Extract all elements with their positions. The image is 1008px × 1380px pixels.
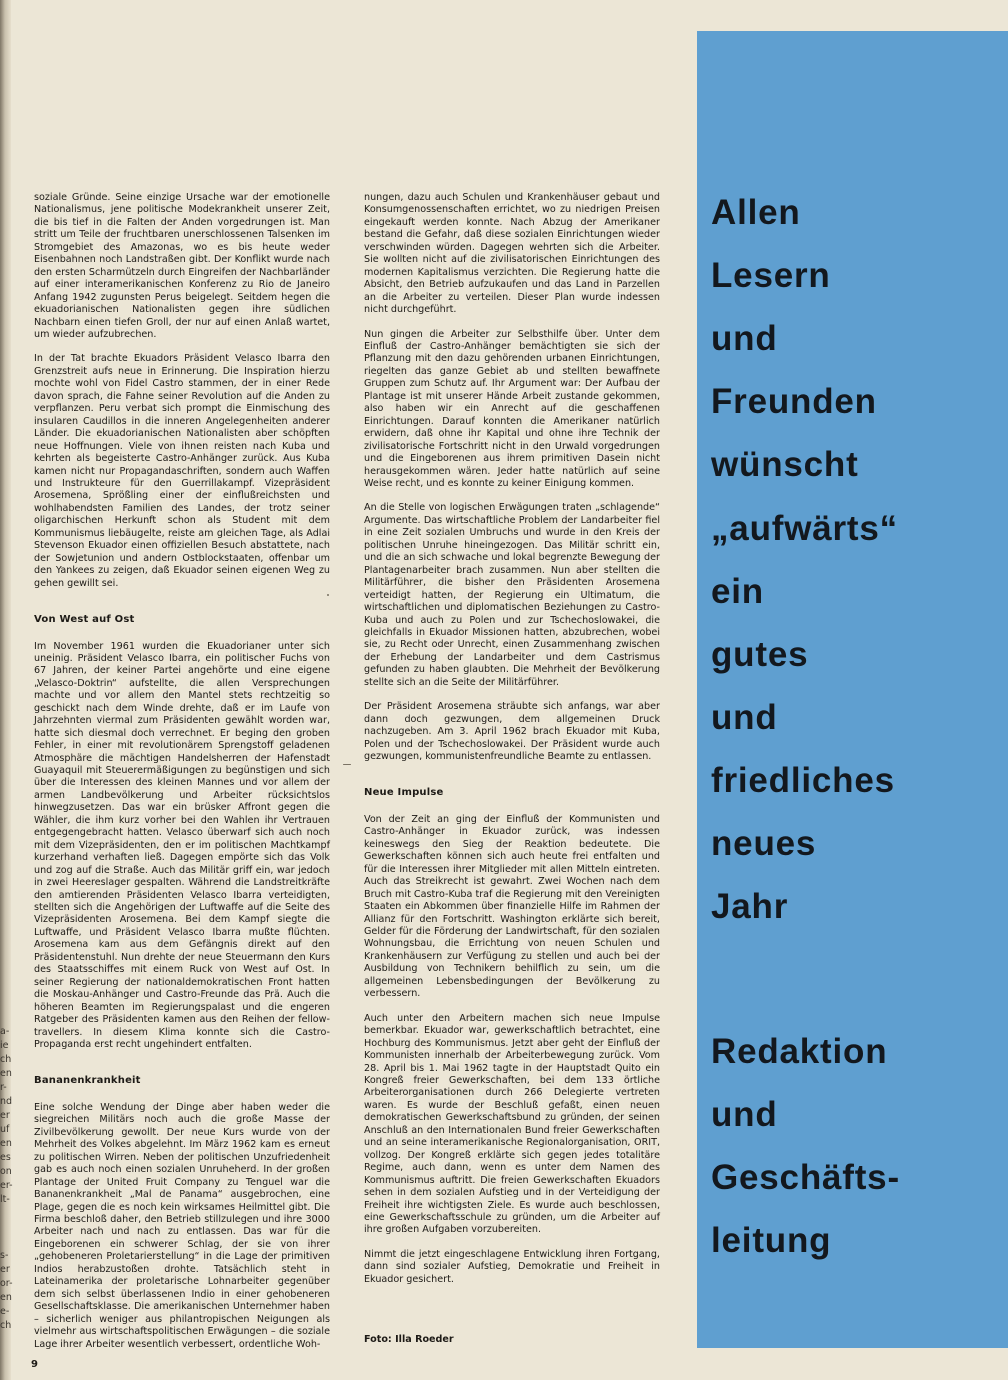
fragment: en (0, 1068, 12, 1079)
fragment: uf (0, 1124, 10, 1135)
fragment (0, 1207, 9, 1221)
body-paragraph: Von der Zeit an ging der Einfluß der Kommunisten und Castro-Anhänger in Ekuador zurück, was indessen keineswegs den Sieg der Reaktion bedeutete. Die Gewerkschaften können sich auch heute frei entfalten und für die Interessen ihrer Mitglieder mit allen Mitteln eintreten. Auch das Streikrecht ist gewahrt. Zwei Wochen nach dem Bruch mit Castro-Kuba traf die Regierung mit den Vereinigten Staaten ein Abkommen über finanzielle Hilfe im Rahmen der Allianz für den Fortschritt. Washington erklärte sich bereit, Gelder für die Förderung der Landwirtschaft, für den sozialen Wohnungsbau, die Errichtung von neuen Schulen und Krankenhäusern zur Verfügung zu stellen und auch bei der Ausbildung von Technikern behilflich zu sein, um die allgemeinen Lebensbedingungen der Bevölkerung zu verbessern. (364, 813, 660, 1000)
article-column-middle (364, 192, 660, 1298)
greeting-word: Redaktion (711, 1032, 888, 1071)
body-paragraph: Auch unter den Arbeitern machen sich neue Impulse bemerkbar. Ekuador war, gewerkschaftlich betrachtet, eine Hochburg des Kommunismus. Jetzt aber geht der Einfluß der Kommunisten innerhalb der Arbeiterbewegung zurück. Vom 28. April bis 1. Mai 1962 tagte in der Hauptstadt Quito ein Kongreß freier Gewerkschaften, bei dem 133 örtliche Arbeiterorganisationen durch 266 Delegierte vertreten waren. Es wurde der Beschluß gefaßt, einen neuen demokratischen Gewerkschaftsbund zu gründen, der seinen Anschluß an den Internationalen Bund freier Gewerkschaften und an seine interamerikanische Regionalorganisation, ORIT, vollzog. Der Kongreß erklärte sich gegen jedes totalitäre Regime, auch dann, wenn es unter dem Namen des Kommunismus auftritt. Die freien Gewerkschaften Ekuadors sehen in dem sozialen Aufstieg und in der Verteidigung der Freiheit ihre wichtigsten Ziele. Es wurde auch beschlossen, eine Gewerkschaftsschule zu gründen, um die Arbeiter auf ihre großen Aufgaben vorzubereiten. (364, 1012, 660, 1236)
greeting-word: Lesern (711, 256, 831, 295)
fragment: or- (0, 1278, 13, 1289)
fragment: en (0, 1138, 12, 1149)
adjacent-page-fragments (0, 1025, 13, 1333)
greeting-word: Freunden (711, 382, 877, 421)
section-heading: Neue Impulse (364, 787, 444, 799)
fragment: en (0, 1292, 12, 1303)
body-paragraph: soziale Gründe. Seine einzige Ursache war der emotionelle Nationalismus, jene politische Modekrankheit unserer Zeit, die bis tief in die Falten der Anden vorgedrungen ist. Man stritt um Teile der fruchtbaren unerschlossenen Talsenken im Stromgebiet des Amazonas, wo es bis heute weder Eisenbahnen noch Landstraßen gibt. Der Konflikt wurde nach den ersten Scharmützeln durch Eingreifen der Nachbarländer auf einer interamerikanischen Konferenz zu Rio de Janeiro Anfang 1942 zugunsten Perus beigelegt. Seitdem hegen die ekuadorianischen Nationalisten gegen ihre südlichen Nachbarn einen tiefen Groll, der nur auf einen Anlaß wartet, um wieder aufzubrechen. (34, 192, 330, 340)
body-paragraph: Eine solche Wendung der Dinge aber haben weder die siegreichen Militärs noch auch die große Masse der Zivilbevölkerung gewollt. Der neue Kurs wurde von der Mehrheit des Volkes abgelehnt. Im März 1962 kam es erneut zu politischen Wirren. Neben der politischen Unzufriedenheit gab es auch noch einen sozialen Unruheherd. In der großen Plantage der United Fruit Company zu Tenguel war die Bananenkrankheit „Mal de Panama“ ausgebrochen, eine Plage, gegen die es noch kein wirksames Heilmittel gibt. Die Firma beschloß daher, den Betrieb stillzulegen und ihre 3000 Arbeiter nach und nach zu entlassen. Das war für die Eingeborenen ein schwerer Schlag, der sie von ihrer „gehobeneren Proletarierstellung“ in die Lage der primitiven Indios herabzustoßen drohte. Tatsächlich steht in Lateinamerika der proletarische Lohnarbeiter gegenüber dem sich selbst überlassenen Indio in einer gehobeneren Gesellschaftsklasse. Die amerikanischen Unternehmer haben – sicherlich weniger aus philantropischen Neigungen als vielmehr aus wirtschaftspolitischen Erwägungen – die soziale Lage ihrer Arbeiter wesentlich verbessert, ordentliche Woh- (34, 1101, 330, 1350)
page-number: 9 (31, 1359, 38, 1370)
article-column-left (34, 192, 330, 1363)
greeting-word: neues (711, 824, 817, 863)
new-year-greeting-panel (697, 31, 1008, 1348)
fragment: ie (0, 1040, 9, 1051)
fragment: er- (0, 1180, 13, 1191)
fragment: er (0, 1264, 10, 1275)
print-speck (343, 764, 351, 765)
fragment: es (0, 1152, 11, 1163)
photo-credit: Foto: Illa Roeder (364, 1334, 454, 1345)
fragment: er (0, 1110, 10, 1121)
body-paragraph: Der Präsident Arosemena sträubte sich anfangs, war aber dann doch gezwungen, dem allgemeinen Druck nachzugeben. Am 3. April 1962 brach Ekuador mit Kuba, Polen und der Tschechoslowakei. Der Präsident wurde auch gezwungen, kommunistenfreundliche Beamte zu entlassen. (364, 701, 660, 763)
fragment: lt- (0, 1194, 10, 1205)
body-paragraph: An die Stelle von logischen Erwägungen traten „schlagende“ Argumente. Das wirtschaftliche Problem der Landarbeiter fiel in eine Zeit sozialen Umbruchs und wurde in den Kreis der politischen Unruhe hineingezogen. Das Militär schritt ein, und die an sich schwache und lokal begrenzte Bewegung der Plantagenarbeiter brach zusammen. Nun aber stellten die Militärführer, die bisher den Präsidenten Arosemena verteidigt hatten, der Regierung ein Ultimatum, die wirtschaftlichen und diplomatischen Beziehungen zu Castro-Kuba und auch zu Polen und zur Tschechoslowakei, die gleichfalls in Ekuador Missionen hatten, abzubrechen, wobei sie, zu Recht oder Unrecht, einen Zusammenhang zwischen der Erhebung der Landarbeiter und dem Castrismus gefunden zu haben glaubten. Die Mehrheit der Bevölkerung stellte sich an die Seite der Militärführer. (364, 502, 660, 688)
fragment: e- (0, 1306, 10, 1317)
greeting-word: Allen (711, 193, 801, 232)
fragment: ch (0, 1320, 12, 1331)
body-paragraph: Nimmt die jetzt eingeschlagene Entwicklung ihren Fortgang, dann sind sozialer Aufstieg, Demokratie und Freiheit in Ekuador gesichert. (364, 1248, 660, 1285)
greeting-word: ein (711, 572, 764, 611)
fragment: r- (0, 1082, 7, 1093)
fragment: a- (0, 1026, 10, 1037)
body-paragraph: nungen, dazu auch Schulen und Krankenhäuser gebaut und Konsumgenossenschaften errichtet, wo zu niedrigen Preisen eingekauft werden konnte. Nach Abzug der Amerikaner bestand die Gefahr, daß diese sozialen Einrichtungen wieder verschwinden würden. Dagegen wehrten sich die Arbeiter. Sie wollten nicht auf die zivilisatorischen Einrichtungen des modernen Kapitalismus verzichten. Die Regierung hatte die Absicht, den Betrieb aufzukaufen und das Land in Parzellen an die Arbeiter zu verteilen. Dieser Plan wurde indessen nicht durchgeführt. (364, 192, 660, 316)
fragment: on (0, 1166, 12, 1177)
print-speck (327, 594, 329, 596)
body-paragraph: In der Tat brachte Ekuadors Präsident Velasco Ibarra den Grenzstreit aufs neue in Erinnerung. Die Inspiration hierzu mochte wohl von Fidel Castro stammen, der in einer Rede davon sprach, die Fahne seiner Revolution auf die Anden zu verpflanzen. Peru verbat sich prompt die Einmischung des insularen Caudillos in die inneren Angelegenheiten anderer Länder. Die ekuadorianischen Nationalisten aber schöpften neue Hoffnungen. Viele von ihnen reisten nach Kuba und kehrten als begeisterte Castro-Anhänger zurück. Aus Kuba kamen nicht nur Propagandaschriften, sondern auch Waffen und Instrukteure für den Guerrillakampf. Vizepräsident Arosemena, Sprößling einer der einflußreichsten und wohlhabendsten Familien des Landes, der trotz seiner oligarchischen Herkunft schon als Student mit dem Kommunismus liebäugelte, reiste am gleichen Tage, als Adlai Stevenson Ekuador einen offiziellen Besuch abstattete, nach der Sowjetunion und andern Ostblockstaaten, offenbar um den Yankees zu zeigen, daß Ekuador seinen eigenen Weg zu gehen gewillt sei. (34, 353, 330, 589)
greeting-word: Geschäfts- (711, 1158, 900, 1197)
greeting-word: und (711, 1095, 778, 1134)
body-paragraph: Nun gingen die Arbeiter zur Selbsthilfe über. Unter dem Einfluß der Castro-Anhänger bemächtigten sie sich der Pflanzung mit den dazu gehörenden urbanen Einrichtungen, riegelten das ganze Gebiet ab und stellten bewaffnete Gruppen zum Schutz auf. Ihr Argument war: Der Aufbau der Plantage ist mit unserer Hände Arbeit zustande gekommen, also haben wir ein Anrecht auf die geschaffenen Einrichtungen. Darauf konnten die Amerikaner natürlich erwidern, daß ohne ihr Kapital und ohne ihre Technik der zivilisatorische Fortschritt nicht in den Urwald vorgedrungen und die Eingeborenen aus ihrem primitiven Dasein nicht herausgekommen wären. Jeder hatte natürlich auf seine Weise recht, und es konnte zu keiner Einigung kommen. (364, 328, 660, 489)
greeting-word: leitung (711, 1221, 832, 1260)
greeting-word: gutes (711, 635, 809, 674)
fragment (0, 1235, 9, 1249)
section-heading: Von West auf Ost (34, 614, 135, 626)
greeting-word: und (711, 698, 778, 737)
greeting-word: friedliches (711, 761, 895, 800)
greeting-word: „aufwärts“ (711, 509, 898, 548)
greeting-word: wünscht (711, 445, 859, 484)
body-paragraph: Im November 1961 wurden die Ekuadorianer unter sich uneinig. Präsident Velasco Ibarra, ein politischer Fuchs von 67 Jahren, der keiner Partei angehörte und eine eigene „Velasco-Doktrin“ aufstellte, die allen Versprechungen machte und vor allem den Mantel stets rechtzeitig so geschickt nach dem Winde drehte, daß er im Laufe von Jahrzehnten viermal zum Präsidenten gewählt worden war, hatte sich diesmal doch verrechnet. Er beging den groben Fehler, in einer mit revolutionärem Sprengstoff geladenen Atmosphäre die mächtigen Handelsherren der Hafenstadt Guayaquil mit Steuerermäßigungen zu begünstigen und sich über die Interessen des kleinen Mannes und vor allem der armen Landbevölkerung und Arbeiter rücksichtslos hinwegzusetzen. Das war ein brüsker Affront gegen die Wähler, die ihm kurz vorher bei den Wahlen ihr Vertrauen entgegengebracht hatten. Velasco überwarf sich auch noch mit dem Vizepräsidenten, den er im politischen Machtkampf kurzerhand verhaften ließ. Dagegen empörte sich das Volk und zog auf die Straße. Auch das Militär griff ein, war jedoch in zwei Heereslager gespalten. Während die Landstreitkräfte den amtierenden Präsidenten Velasco Ibarra verteidigten, stellten sich die Angehörigen der Luftwaffe auf die Seite des Vizepräsidenten Arosemena. Bei dem Kampf siegte die Luftwaffe, und Präsident Velasco Ibarra mußte flüchten. Arosemena kam aus dem Gefängnis direkt auf den Präsidentenstuhl. Nun drehte der neue Steuermann den Kurs des Staatsschiffes mit einem Ruck von West auf Ost. In seiner Regierung der nationaldemokratischen Front hatten die Moskau-Anhänger und Castro-Freunde das Prä. Auch die höheren Beamten im Regierungspalast und die engeren Ratgeber des Präsidenten kamen aus den Reihen der fellow-travellers. In diesem Klima konnte sich die Castro-Propaganda erst recht ungehindert entfalten. (34, 640, 330, 1050)
section-heading: Bananenkrankheit (34, 1075, 141, 1087)
fragment: s- (0, 1250, 9, 1261)
greeting-word: Jahr (711, 887, 789, 926)
greeting-word: und (711, 319, 778, 358)
fragment (0, 1221, 9, 1235)
fragment: ch (0, 1054, 12, 1065)
fragment: nd (0, 1096, 13, 1107)
